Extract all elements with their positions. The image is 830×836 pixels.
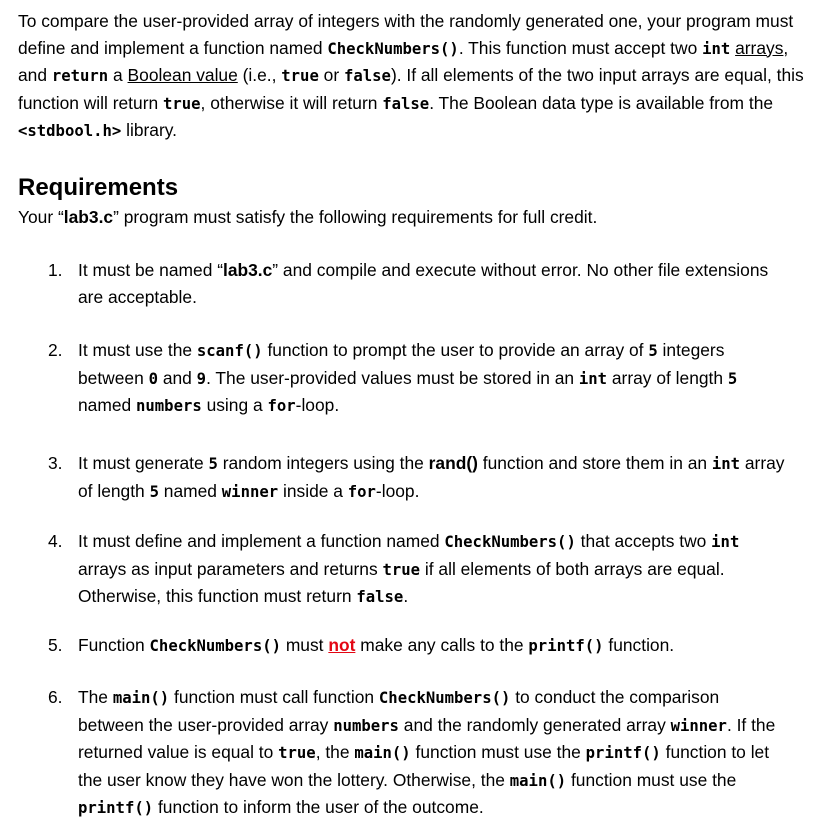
link-arrays[interactable]: arrays xyxy=(735,37,784,58)
code-numbers: numbers xyxy=(136,397,202,416)
text-run: The xyxy=(78,687,113,707)
document-page xyxy=(18,8,818,818)
item-number: 1. xyxy=(48,260,63,280)
code-main: main() xyxy=(509,771,567,790)
text-run: function and store them in an xyxy=(477,453,712,473)
text-run: It must be named “ xyxy=(78,260,223,280)
text-run: that accepts two xyxy=(575,531,712,551)
text-run: must xyxy=(280,635,329,655)
text-run: . The user-provided values must be stored in an xyxy=(206,367,579,388)
code-printf: printf() xyxy=(528,637,604,655)
intro-text: ). If all elements of the two input arrays are equal, this function will return xyxy=(18,65,804,113)
code-int: int xyxy=(578,369,608,388)
requirement-item-1 xyxy=(48,257,788,310)
text-run: named xyxy=(158,480,222,501)
item-text xyxy=(78,337,788,420)
code-checknumbers: CheckNumbers() xyxy=(444,533,576,551)
text-run: named xyxy=(78,395,137,416)
code-main: main() xyxy=(112,689,170,707)
text-run: ” and compile and execute without error. No other file extensions are acceptable. xyxy=(78,260,769,307)
text-run: -loop. xyxy=(375,480,420,501)
code-winner: winner xyxy=(221,482,279,501)
text-run: make any calls to the xyxy=(355,635,529,655)
text-run: and xyxy=(157,367,197,388)
code-true: true xyxy=(162,94,201,113)
req-intro-filename: lab3.c xyxy=(63,207,114,227)
filename: lab3.c xyxy=(222,260,273,280)
code-false: false xyxy=(382,94,430,113)
code-5: 5 xyxy=(149,482,159,501)
text-run: . If the returned value is equal to xyxy=(78,714,776,763)
text-run: Function xyxy=(78,635,150,655)
intro-text: library. xyxy=(121,120,178,141)
text-run: -loop. xyxy=(295,395,340,416)
text-run: if all elements of both arrays are equal. Otherwise, this function must return xyxy=(78,558,725,607)
requirement-item-5 xyxy=(48,632,788,660)
code-int: int xyxy=(711,455,741,473)
code-scanf: scanf() xyxy=(196,342,263,360)
intro-text: , otherwise it will return xyxy=(200,92,383,113)
intro-text: or xyxy=(318,65,344,86)
item-number: 3. xyxy=(48,453,63,473)
intro-text: To compare the user-provided array of integers with the randomly generated one, your program must define and implement a function named xyxy=(18,11,794,58)
intro-text: . The Boolean data type is available from the xyxy=(429,92,774,113)
text-run: function must use the xyxy=(410,742,586,763)
text-run: array of length xyxy=(78,453,785,501)
link-boolean-value[interactable]: Boolean value xyxy=(127,65,238,86)
item-number: 2. xyxy=(48,340,63,360)
requirement-item-6 xyxy=(48,684,788,822)
code-checknumbers: CheckNumbers() xyxy=(149,637,281,655)
text-run: arrays as input parameters and returns xyxy=(78,558,383,579)
text-run: random integers using the xyxy=(217,453,429,473)
code-for: for xyxy=(347,482,376,501)
intro-text: , and xyxy=(18,37,789,86)
code-rand: rand() xyxy=(428,453,478,473)
code-printf: printf() xyxy=(585,744,661,763)
text-run: It must generate xyxy=(78,453,209,473)
code-true: true xyxy=(278,744,316,763)
code-true: true xyxy=(382,560,421,579)
text-run: to conduct the comparison between the user-provided array xyxy=(78,687,720,735)
item-text xyxy=(78,684,788,822)
code-false: false xyxy=(356,588,404,607)
item-text xyxy=(78,450,788,505)
requirement-item-2 xyxy=(48,337,788,420)
code-int: int xyxy=(711,533,740,551)
code-main: main() xyxy=(354,744,411,763)
intro-text: . This function must accept two xyxy=(458,37,703,58)
code-winner: winner xyxy=(670,716,727,735)
req-intro-text: Your “ xyxy=(18,207,64,227)
text-run: , the xyxy=(315,742,355,763)
code-for: for xyxy=(267,397,296,416)
code-checknumbers: CheckNumbers() xyxy=(327,39,459,58)
text-run: inside a xyxy=(278,480,348,501)
requirements-heading: Requirements xyxy=(18,174,179,201)
text-run: function must call function xyxy=(169,687,379,707)
text-run: It must use the xyxy=(78,340,197,360)
code-int: int xyxy=(702,39,731,58)
text-run: . xyxy=(403,586,409,607)
text-run: using a xyxy=(201,395,268,416)
requirement-item-3 xyxy=(48,450,788,505)
code-5: 5 xyxy=(208,455,218,473)
item-number: 6. xyxy=(48,687,63,707)
text-run: It must define and implement a function named xyxy=(78,531,445,551)
item-number: 4. xyxy=(48,531,63,551)
code-5: 5 xyxy=(648,342,658,360)
item-text xyxy=(78,632,788,660)
code-true: true xyxy=(281,67,319,86)
code-5: 5 xyxy=(727,369,738,388)
requirement-item-4 xyxy=(48,528,788,611)
text-run: function must use the xyxy=(566,769,737,790)
code-numbers: numbers xyxy=(333,716,399,735)
text-run: array of length xyxy=(607,367,728,388)
code-return: return xyxy=(51,67,109,86)
code-0: 0 xyxy=(148,369,158,388)
text-run: function to let the user know they have won the lottery. Otherwise, the xyxy=(78,742,770,790)
text-run: function to prompt the user to provide an array of xyxy=(262,340,649,360)
text-run: integers between xyxy=(78,340,725,388)
item-text xyxy=(78,257,788,310)
code-stdbool: <stdbool.h> xyxy=(18,122,122,141)
code-9: 9 xyxy=(196,369,207,388)
emphasis-not: not xyxy=(328,635,356,655)
requirements-intro xyxy=(18,204,597,230)
code-checknumbers: CheckNumbers() xyxy=(378,689,511,707)
intro-text: (i.e., xyxy=(237,65,282,86)
intro-text: a xyxy=(108,65,128,86)
text-run: function. xyxy=(603,635,675,655)
code-printf: printf() xyxy=(78,799,154,818)
req-intro-text: ” program must satisfy the following requirements for full credit. xyxy=(113,207,598,227)
item-text xyxy=(78,528,788,611)
code-false: false xyxy=(343,67,391,86)
text-run: and the randomly generated array xyxy=(398,714,671,735)
item-number: 5. xyxy=(48,635,63,655)
intro-paragraph xyxy=(18,8,818,145)
text-run: function to inform the user of the outcome. xyxy=(153,797,484,818)
